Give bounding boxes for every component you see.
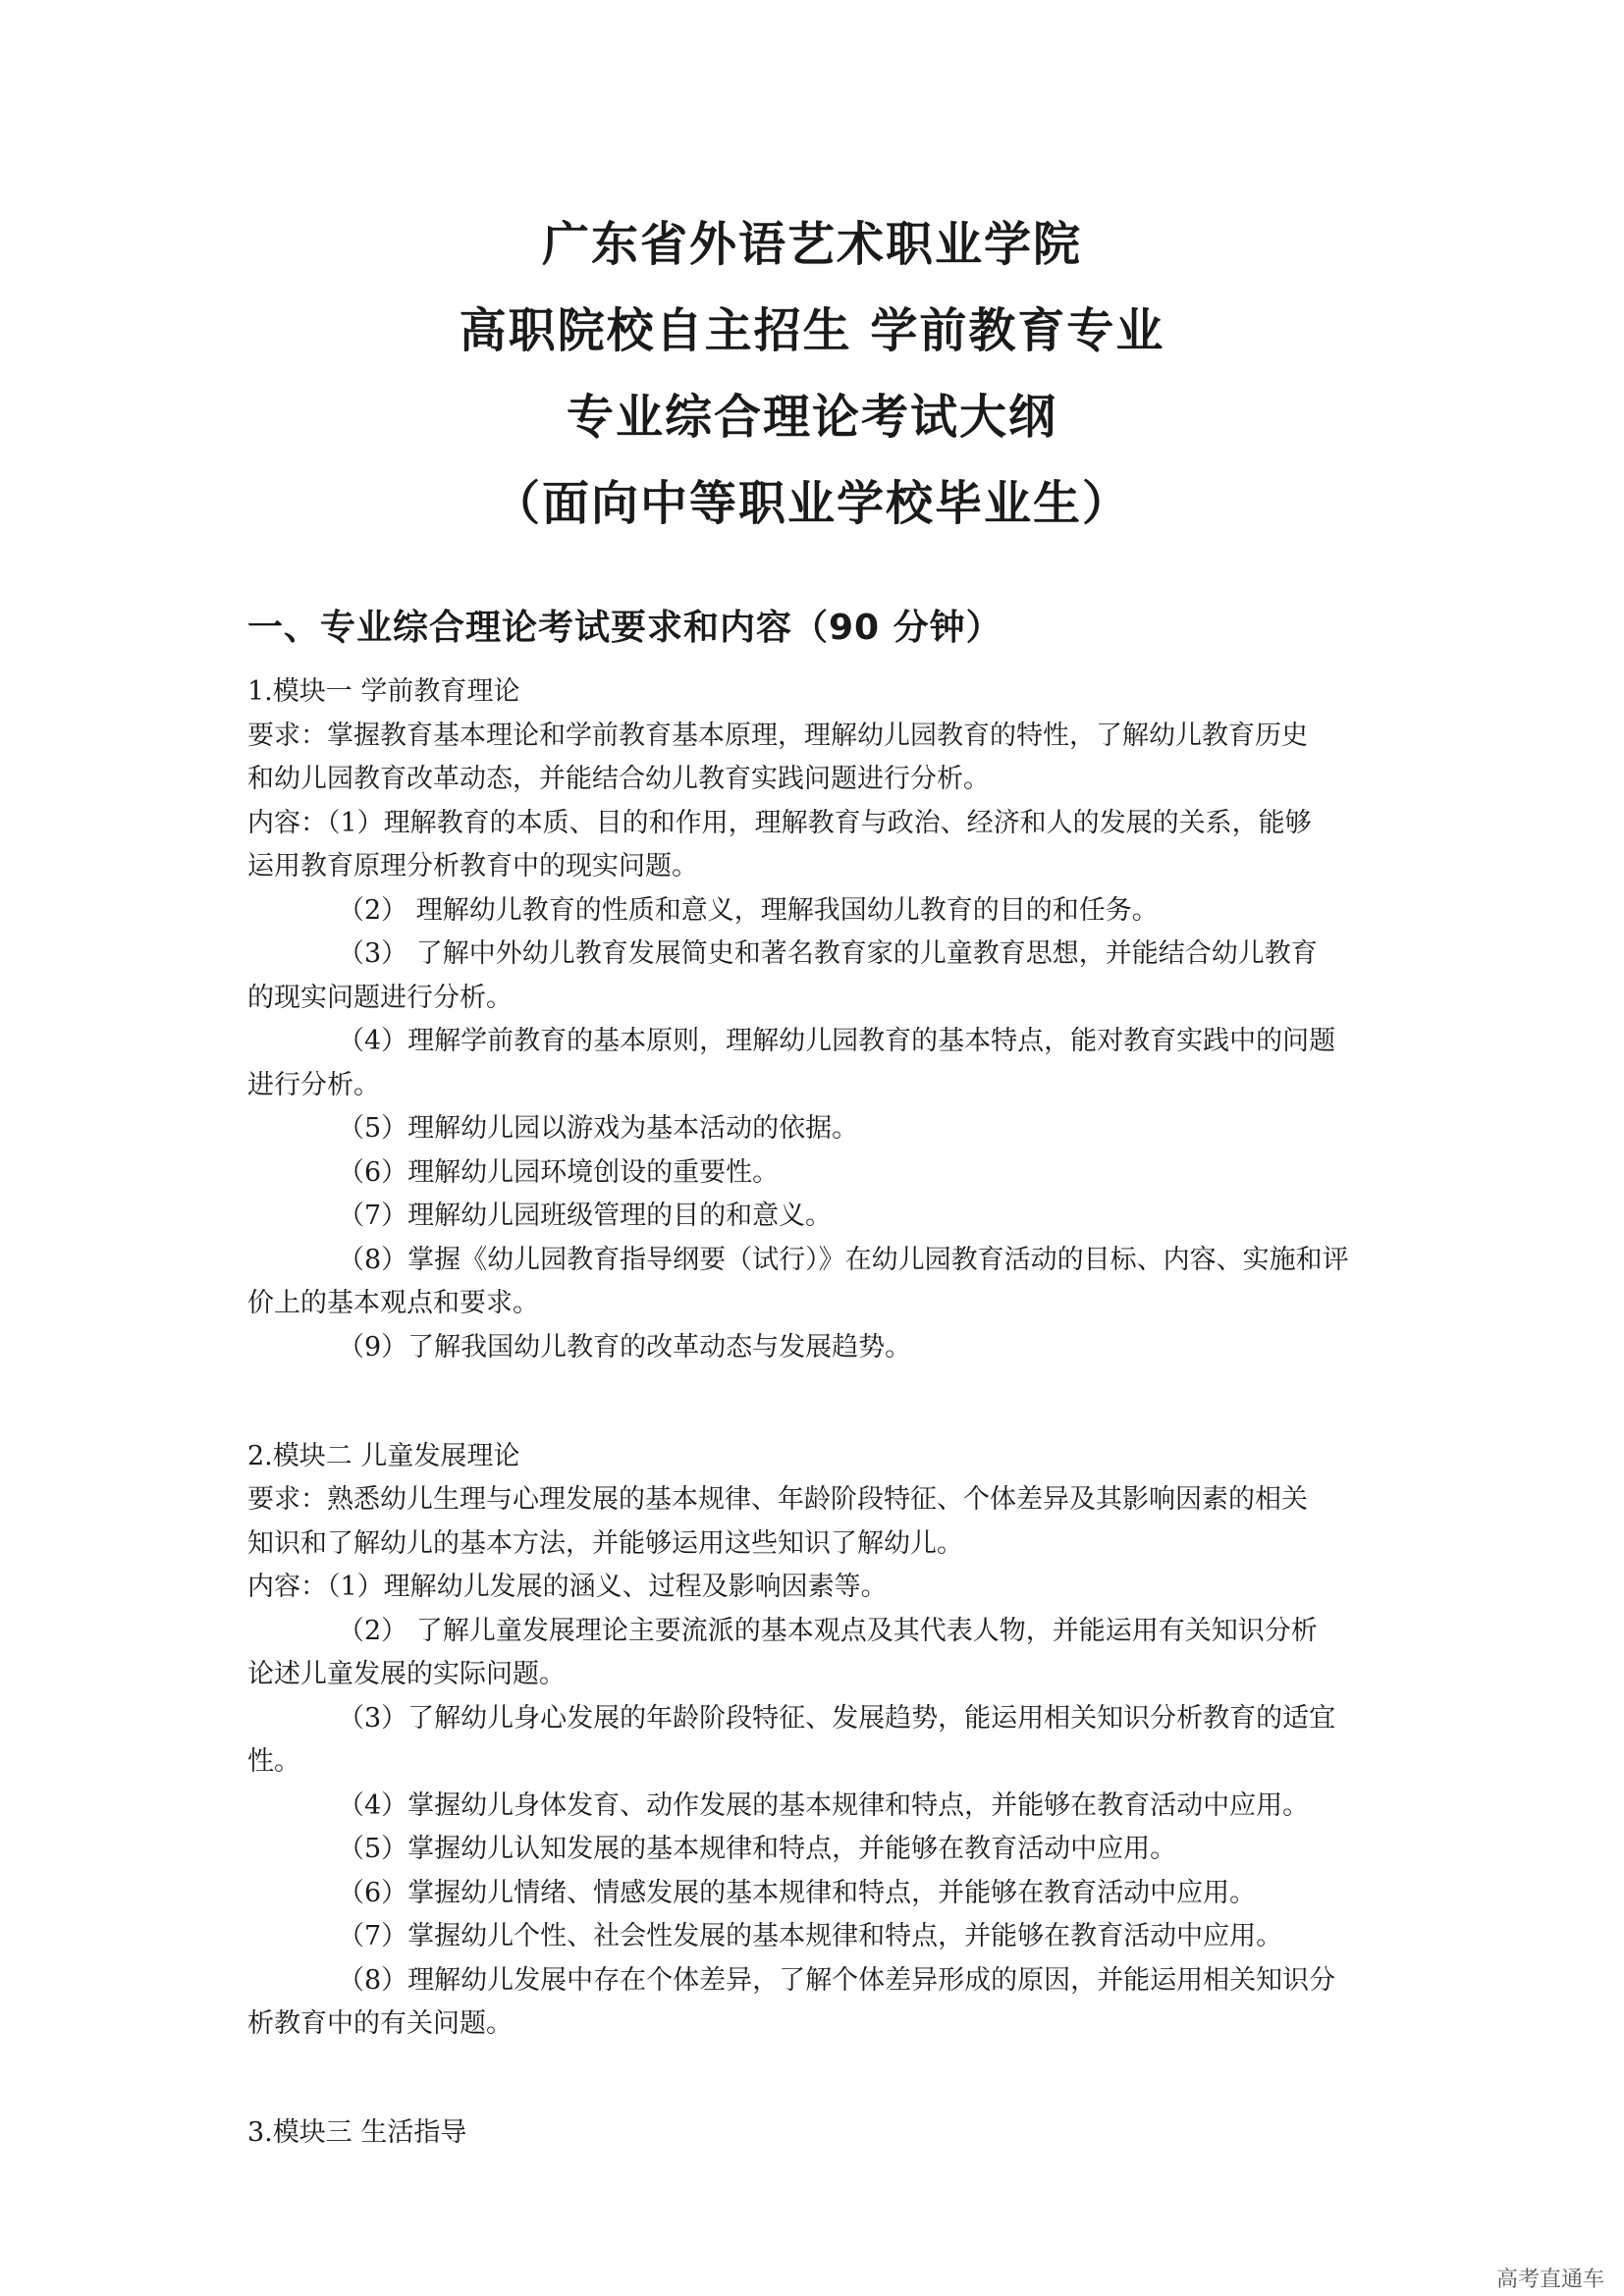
module1-content-item: （8）掌握《幼儿园教育指导纲要（试行）》在幼儿园教育活动的目标、内容、实施和评 [338, 1244, 1349, 1275]
module2-content-item: （6）掌握幼儿情绪、情感发展的基本规律和特点，并能够在教育活动中应用。 [338, 1877, 1257, 1908]
site-watermark: 高考直通车 [1495, 2268, 1604, 2292]
module1-content-item: （2） 理解幼儿教育的性质和意义，理解我国幼儿教育的目的和任务。 [338, 894, 1159, 926]
module1-content-item: （4）理解学前教育的基本原则，理解幼儿园教育的基本特点，能对教育实践中的问题 [338, 1026, 1336, 1056]
module2-content-item: 性。 [247, 1746, 300, 1777]
title-school: 广东省外语艺术职业学院 [541, 217, 1082, 272]
module1-content-item: 内容：（1）理解教育的本质、目的和作用，理解教育与政治、经济和人的发展的关系，能够 [247, 807, 1312, 838]
module2-content-item: （7）掌握幼儿个性、社会性发展的基本规律和特点，并能够在教育活动中应用。 [338, 1921, 1283, 1951]
spacer [247, 1414, 1386, 1435]
syllabus-content [247, 670, 1386, 2156]
module1-content-item: 运用教育原理分析教育中的现实问题。 [247, 851, 698, 881]
module1-content-item: 进行分析。 [247, 1069, 380, 1100]
module1-title: 1.模块一 学前教育理论 [247, 676, 520, 707]
module1-content-item: （6）理解幼儿园环境创设的重要性。 [338, 1156, 780, 1188]
module2-content-item: （8）理解幼儿发展中存在个体差异，了解个体差异形成的原因，并能运用相关知识分 [338, 1964, 1336, 1996]
spacer [247, 1369, 1386, 1414]
module2-content-item: （5）掌握幼儿认知发展的基本规律和特点，并能够在教育活动中应用。 [338, 1834, 1177, 1864]
module2-content-item: （4）掌握幼儿身体发育、动作发展的基本规律和特点，并能够在教育活动中应用。 [338, 1789, 1310, 1821]
module1-content-item: （3） 了解中外幼儿教育发展简史和著名教育家的儿童教育思想，并能结合幼儿教育 [338, 938, 1318, 969]
module2-title: 2.模块二 儿童发展理论 [247, 1440, 520, 1471]
module1-requirement: 要求：掌握教育基本理论和学前教育基本原理，理解幼儿园教育的特性，了解幼儿教育历史 [247, 720, 1308, 751]
module1-content-item: （9）了解我国幼儿教育的改革动态与发展趋势。 [338, 1331, 912, 1362]
module2-content-item: （2） 了解儿童发展理论主要流派的基本观点及其代表人物，并能运用有关知识分析 [338, 1615, 1318, 1646]
title-exam: 专业综合理论考试大纲 [566, 390, 1057, 445]
module1-requirement: 和幼儿园教育改革动态，并能结合幼儿教育实践问题进行分析。 [247, 764, 990, 794]
spacer [247, 2047, 1386, 2091]
module2-content-item: 内容：（1）理解幼儿发展的涵义、过程及影响因素等。 [247, 1572, 888, 1602]
module2-content-item: 论述儿童发展的实际问题。 [247, 1659, 566, 1689]
module2-requirement: 知识和了解幼儿的基本方法，并能够运用这些知识了解幼儿。 [247, 1527, 963, 1559]
module1-content-item: 价上的基本观点和要求。 [247, 1288, 539, 1318]
module2-content-item: （3）了解幼儿身心发展的年龄阶段特征、发展趋势，能运用相关知识分析教育的适宜 [338, 1702, 1336, 1734]
title-audience: （面向中等职业学校毕业生） [492, 476, 1131, 531]
module1-content-item: （7）理解幼儿园班级管理的目的和意义。 [338, 1201, 833, 1231]
title-program: 高职院校自主招生 学前教育专业 [459, 303, 1165, 358]
module2-content-item: 析教育中的有关问题。 [247, 2008, 513, 2039]
module1-content-item: （5）理解幼儿园以游戏为基本活动的依据。 [338, 1113, 859, 1144]
section-heading: 一、专业综合理论考试要求和内容（90 分钟） [247, 608, 1002, 648]
spacer [247, 2090, 1386, 2111]
module3-title: 3.模块三 生活指导 [247, 2117, 467, 2148]
module2-requirement: 要求：熟悉幼儿生理与心理发展的基本规律、年龄阶段特征、个体差异及其影响因素的相关 [247, 1484, 1308, 1515]
document-title-block [0, 201, 1624, 547]
module1-content-item: 的现实问题进行分析。 [247, 982, 513, 1013]
